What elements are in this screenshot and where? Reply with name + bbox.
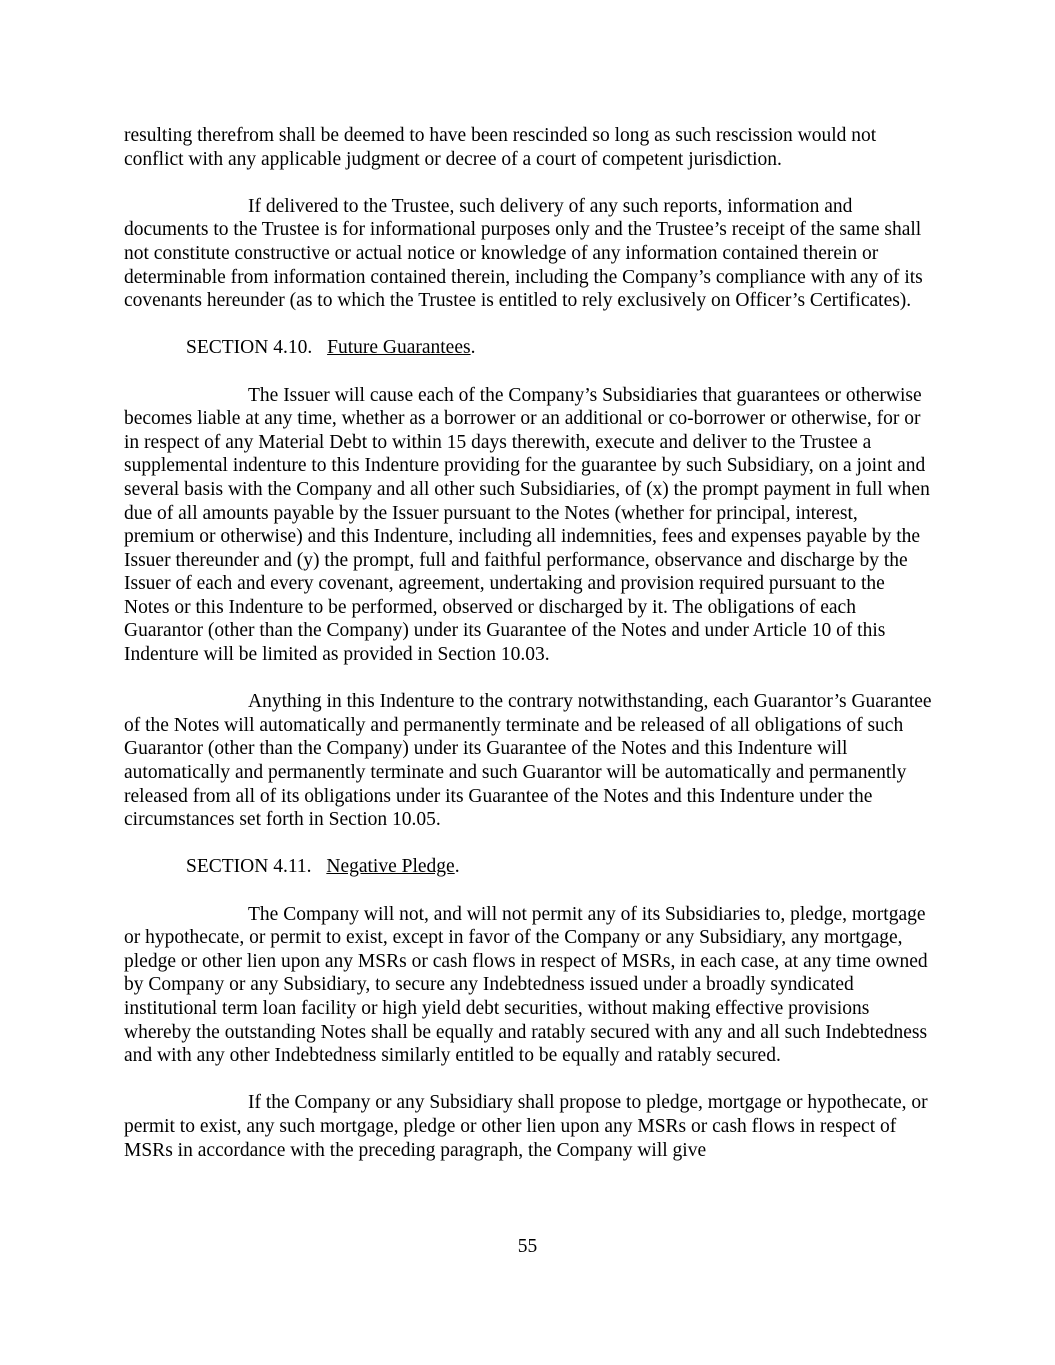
section-title-period: . [470,337,476,359]
paragraph-future-guarantees: The Issuer will cause each of the Company’s Subsidiaries that guarantees or otherwise becomes liable at any time, whether as a borrower or an additional or co-borrower or otherwise, for or in respect of any Material Debt to within 15 days therewith, execute and deliver to the Trustee a supplemental indenture to this Indenture providing for the guarantee by such Subsidiary, on a joint and several basis with the Company and all other such Subsidiaries, of (x) the prompt payment in full when due of all amounts payable by the Issuer pursuant to the Notes (whether for principal, interest, premium or otherwise) and this Indenture, including all indemnities, fees and expenses payable by the Issuer thereunder and (y) the prompt, full and faithful performance, observance and discharge by the Issuer of each and every covenant, agreement, undertaking and provision required pursuant to the Notes or this Indenture to be performed, observed or discharged by it. The obligations of each Guarantor (other than the Company) under its Guarantee of the Notes and under Article 10 of this Indenture will be limited as provided in Section 10.03. [124,384,930,666]
paragraph-pledge-notice: If the Company or any Subsidiary shall propose to pledge, mortgage or hypothecate, or permit to exist, any such mortgage, pledge or other lien upon any MSRs or cash flows in respect of MSRs in accordance with the preceding paragraph, the Company will give [124,1092,928,1161]
paragraph-guarantee-release: Anything in this Indenture to the contrary notwithstanding, each Guarantor’s Guarantee of the Notes will automatically and permanently terminate and be released of all obligations of such Guarantor (other than the Company) under its Guarantee of the Notes and this Indenture will automatically and permanently terminate and such Guarantor will be automatically and permanently released from all of its obligations under its Guarantee of the Notes and this Indenture under the circumstances set forth in Section 10.05. [124,691,932,831]
paragraph-negative-pledge: The Company will not, and will not permit any of its Subsidiaries to, pledge, mortgage or hypothecate, or permit to exist, except in favor of the Company or any Subsidiary, any mortgage, pledge or other lien upon any MSRs or cash flows in respect of MSRs, in each case, at any time owned by Company or any Subsidiary, to secure any Indebtedness issued under a broadly syndicated institutional term loan facility or high yield debt securities, without making effective provisions whereby the outstanding Notes shall be equally and ratably secured with any and all such Indebtedness and with any other Indebtedness similarly entitled to be equally and ratably secured. [124,903,928,1067]
section-title-period: . [454,856,460,878]
section-title: Negative Pledge [326,856,455,878]
section-heading-4-10 [124,336,932,360]
section-title: Future Guarantees [327,337,471,359]
page-body [124,124,932,1186]
section-number: SECTION 4.11. [186,856,312,878]
paragraph-continuation: resulting therefrom shall be deemed to have been rescinded so long as such rescission would not conflict with any applicable judgment or decree of a court of competent jurisdiction. [124,125,877,170]
paragraph-trustee-delivery: If delivered to the Trustee, such delivery of any such reports, information and documents to the Trustee is for informational purposes only and the Trustee’s receipt of the same shall not constitute constructive or actual notice or knowledge of any information contained therein or determinable from information contained therein, including the Company’s compliance with any of its covenants hereunder (as to which the Trustee is entitled to rely exclusively on Officer’s Certificates). [124,195,923,312]
section-number: SECTION 4.10. [186,337,313,359]
section-heading-4-11 [124,855,932,879]
page-number: 55 [517,1236,538,1257]
